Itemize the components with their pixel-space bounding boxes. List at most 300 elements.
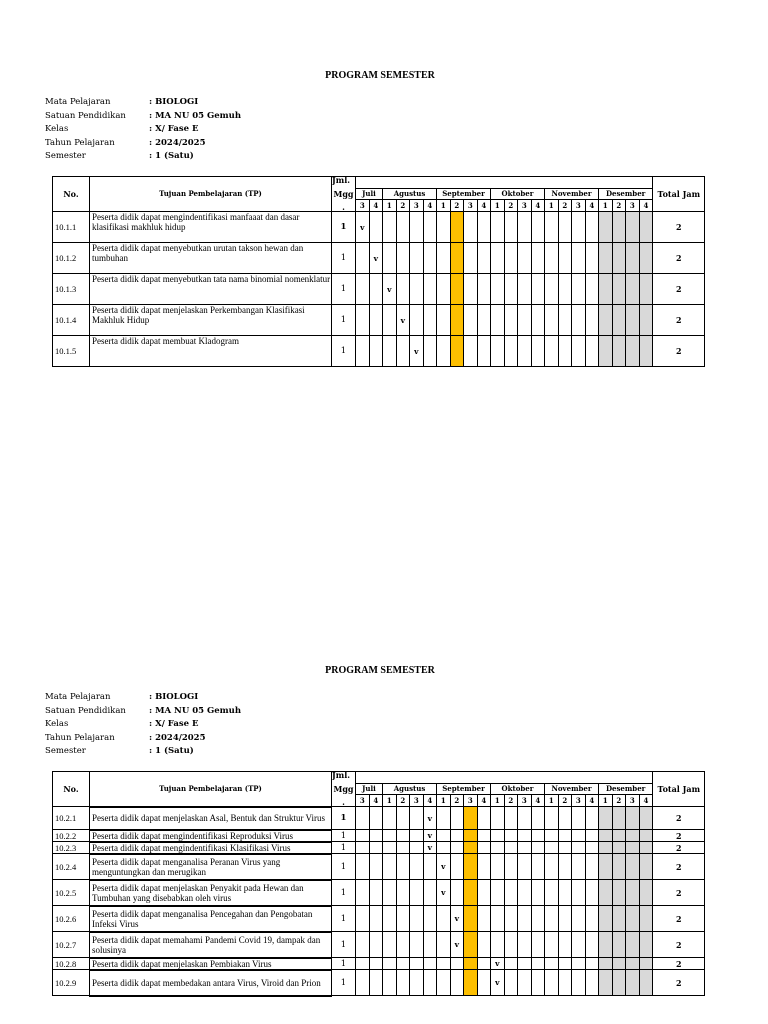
week-cell	[464, 958, 478, 970]
week-cell	[558, 336, 572, 367]
week-header: 1	[599, 200, 613, 212]
week-cell	[464, 336, 478, 367]
header-mgg-label: Mgg	[333, 784, 354, 794]
identity-value: : 2024/2025	[149, 732, 206, 743]
row-total-jam: 2	[653, 336, 705, 367]
week-cell	[612, 958, 626, 970]
week-cell	[477, 807, 491, 830]
header-no: No.	[53, 772, 90, 807]
week-header: 4	[477, 795, 491, 807]
week-header: 1	[491, 795, 505, 807]
week-cell	[437, 932, 451, 958]
week-cell	[585, 970, 599, 996]
week-cell	[450, 842, 464, 854]
week-cell	[423, 212, 437, 243]
week-cell	[423, 842, 437, 854]
identity-label: Tahun Pelajaran	[45, 137, 115, 148]
table-row	[53, 842, 705, 854]
week-cell	[410, 906, 424, 932]
week-cell	[356, 932, 370, 958]
week-cell	[504, 212, 518, 243]
row-jml-mgg: 1	[332, 932, 356, 958]
week-cell	[504, 305, 518, 336]
week-cell	[545, 970, 559, 996]
week-cell	[639, 880, 653, 906]
row-number: 10.2.3	[53, 842, 90, 854]
week-cell	[396, 880, 410, 906]
week-cell	[356, 842, 370, 854]
identity-value: : 1 (Satu)	[149, 151, 194, 162]
identity-value: : X/ Fase E	[149, 124, 199, 135]
identity-row	[45, 96, 241, 110]
week-cell	[518, 807, 532, 830]
header-total-jam: Total Jam	[653, 177, 705, 212]
week-cell	[518, 336, 532, 367]
week-header: 3	[356, 200, 370, 212]
week-cell	[585, 807, 599, 830]
week-header: 4	[531, 200, 545, 212]
week-cell	[531, 842, 545, 854]
week-cell	[450, 807, 464, 830]
week-cell	[383, 854, 397, 880]
row-jml-mgg: 1	[332, 807, 356, 830]
week-cell	[558, 243, 572, 274]
month-header: Desember	[599, 784, 653, 795]
week-cell	[356, 807, 370, 830]
week-cell	[518, 830, 532, 842]
week-cell	[491, 305, 505, 336]
week-cell	[531, 212, 545, 243]
week-cell	[639, 830, 653, 842]
week-cell	[491, 274, 505, 305]
week-header: 2	[504, 795, 518, 807]
week-cell	[558, 807, 572, 830]
week-cell	[464, 854, 478, 880]
week-header: 3	[464, 795, 478, 807]
week-cell	[558, 970, 572, 996]
identity-label: Semester	[45, 151, 86, 162]
row-total-jam: 2	[653, 212, 705, 243]
week-cell	[410, 830, 424, 842]
week-cell	[423, 970, 437, 996]
week-cell	[504, 854, 518, 880]
week-cell	[572, 932, 586, 958]
week-header: 4	[531, 795, 545, 807]
row-total-jam: 2	[653, 274, 705, 305]
week-cell	[585, 305, 599, 336]
week-cell	[572, 807, 586, 830]
week-cell	[572, 243, 586, 274]
week-cell	[369, 854, 383, 880]
week-cell	[356, 854, 370, 880]
week-cell	[477, 906, 491, 932]
week-cell	[626, 958, 640, 970]
week-cell	[558, 212, 572, 243]
week-cell	[423, 305, 437, 336]
week-cell	[383, 958, 397, 970]
week-cell	[369, 906, 383, 932]
row-tujuan-pembelajaran: Peserta didik dapat menganalisa Peranan Virus yang menguntungkan dan merugikan	[90, 854, 332, 880]
week-cell	[558, 842, 572, 854]
row-number: 10.2.8	[53, 958, 90, 970]
week-header: 4	[477, 200, 491, 212]
week-cell	[396, 854, 410, 880]
week-cell	[572, 336, 586, 367]
week-header: 3	[464, 200, 478, 212]
week-cell	[531, 807, 545, 830]
week-cell	[450, 970, 464, 996]
month-header: September	[437, 784, 491, 795]
table-row	[53, 212, 705, 243]
week-cell	[612, 932, 626, 958]
table-row	[53, 880, 705, 906]
week-cell	[612, 305, 626, 336]
table-row	[53, 830, 705, 842]
week-cell	[491, 243, 505, 274]
week-cell	[477, 842, 491, 854]
week-header: 2	[504, 200, 518, 212]
week-cell	[518, 305, 532, 336]
week-cell	[518, 970, 532, 996]
week-header: 4	[423, 795, 437, 807]
document-title: PROGRAM SEMESTER	[325, 70, 435, 81]
row-tujuan-pembelajaran: Peserta didik dapat menyebutkan urutan takson hewan dan tumbuhan	[90, 243, 332, 274]
week-cell	[585, 842, 599, 854]
week-cell	[410, 243, 424, 274]
week-header: 3	[572, 795, 586, 807]
week-cell	[599, 970, 613, 996]
week-cell	[558, 854, 572, 880]
header-jml-mgg	[332, 772, 356, 807]
week-cell	[531, 880, 545, 906]
week-cell	[491, 958, 505, 970]
week-cell	[477, 274, 491, 305]
week-header: 3	[410, 200, 424, 212]
table-row	[53, 958, 705, 970]
identity-value: : 1 (Satu)	[149, 746, 194, 757]
week-header: 4	[369, 200, 383, 212]
week-cell	[545, 305, 559, 336]
week-cell	[504, 842, 518, 854]
week-cell	[545, 958, 559, 970]
month-header: Juli	[356, 189, 383, 200]
week-cell	[423, 958, 437, 970]
identity-value: : MA NU 05 Gemuh	[149, 110, 242, 121]
week-cell	[491, 830, 505, 842]
week-cell	[531, 336, 545, 367]
week-cell	[450, 906, 464, 932]
week-cell	[612, 274, 626, 305]
row-tujuan-pembelajaran: Peserta didik dapat menganalisa Pencegahan dan Pengobatan Infeksi Virus	[90, 906, 332, 932]
check-mark: v	[441, 888, 446, 897]
week-cell	[396, 932, 410, 958]
week-header: 4	[369, 795, 383, 807]
row-jml-mgg: 1	[332, 243, 356, 274]
table-row	[53, 807, 705, 830]
week-cell	[518, 880, 532, 906]
week-cell	[612, 970, 626, 996]
week-cell	[599, 880, 613, 906]
week-cell	[450, 274, 464, 305]
week-cell	[599, 842, 613, 854]
week-cell	[626, 212, 640, 243]
header-jml-mgg	[332, 177, 356, 212]
week-cell	[545, 854, 559, 880]
week-cell	[599, 212, 613, 243]
week-cell	[558, 906, 572, 932]
check-mark: v	[454, 940, 459, 949]
row-number: 10.1.4	[53, 305, 90, 336]
week-cell	[585, 212, 599, 243]
week-cell	[396, 274, 410, 305]
row-number: 10.2.7	[53, 932, 90, 958]
week-cell	[518, 906, 532, 932]
row-total-jam: 2	[653, 842, 705, 854]
identity-row	[45, 150, 241, 164]
week-cell	[477, 243, 491, 274]
row-total-jam: 2	[653, 305, 705, 336]
week-cell	[639, 958, 653, 970]
identity-value: : BIOLOGI	[149, 97, 199, 107]
week-cell	[572, 958, 586, 970]
row-total-jam: 2	[653, 854, 705, 880]
week-cell	[504, 830, 518, 842]
check-mark: v	[400, 315, 405, 325]
week-cell	[369, 336, 383, 367]
identity-label: Mata Pelajaran	[45, 692, 111, 702]
week-cell	[626, 305, 640, 336]
week-cell	[558, 274, 572, 305]
week-header: 2	[450, 795, 464, 807]
week-cell	[437, 880, 451, 906]
week-header: 3	[410, 795, 424, 807]
week-cell	[612, 880, 626, 906]
week-cell	[410, 842, 424, 854]
row-number: 10.2.5	[53, 880, 90, 906]
header-jml-label: Jml.	[332, 770, 351, 780]
week-cell	[450, 305, 464, 336]
program-semester-table	[52, 771, 705, 997]
week-cell	[464, 830, 478, 842]
week-cell	[477, 880, 491, 906]
week-cell	[518, 932, 532, 958]
row-total-jam: 2	[653, 958, 705, 970]
table-row	[53, 970, 705, 996]
week-cell	[477, 212, 491, 243]
check-mark: v	[441, 862, 446, 871]
week-cell	[639, 906, 653, 932]
week-cell	[423, 807, 437, 830]
week-cell	[504, 970, 518, 996]
identity-row	[45, 691, 241, 705]
week-cell	[369, 807, 383, 830]
week-cell	[383, 880, 397, 906]
table-row	[53, 854, 705, 880]
week-header: 2	[558, 200, 572, 212]
week-cell	[626, 854, 640, 880]
week-cell	[369, 830, 383, 842]
week-cell	[356, 970, 370, 996]
row-jml-mgg: 1	[332, 970, 356, 996]
week-cell	[639, 970, 653, 996]
week-cell	[369, 274, 383, 305]
week-cell	[410, 932, 424, 958]
identity-block	[45, 96, 241, 164]
week-cell	[369, 970, 383, 996]
week-header: 1	[491, 200, 505, 212]
header-tujuan-pembelajaran: Tujuan Pembelajaran (TP)	[90, 177, 332, 212]
week-cell	[450, 958, 464, 970]
week-cell	[450, 336, 464, 367]
header-jml-label: Jml.	[332, 175, 351, 185]
row-jml-mgg: 1	[332, 854, 356, 880]
week-cell	[464, 880, 478, 906]
week-cell	[450, 854, 464, 880]
program-semester-table	[52, 176, 705, 367]
row-number: 10.2.6	[53, 906, 90, 932]
header-no: No.	[53, 177, 90, 212]
week-cell	[504, 958, 518, 970]
week-cell	[369, 958, 383, 970]
week-cell	[558, 830, 572, 842]
week-cell	[599, 958, 613, 970]
week-cell	[599, 854, 613, 880]
week-cell	[356, 880, 370, 906]
row-jml-mgg: 1	[332, 906, 356, 932]
week-cell	[639, 807, 653, 830]
week-cell	[491, 336, 505, 367]
identity-label: Semester	[45, 746, 86, 757]
week-cell	[437, 970, 451, 996]
week-cell	[545, 842, 559, 854]
week-cell	[585, 830, 599, 842]
week-cell	[477, 854, 491, 880]
week-cell	[545, 243, 559, 274]
week-cell	[464, 274, 478, 305]
check-mark: v	[373, 253, 378, 263]
week-header: 1	[437, 795, 451, 807]
week-cell	[599, 807, 613, 830]
table-row	[53, 305, 705, 336]
week-cell	[383, 336, 397, 367]
week-cell	[477, 970, 491, 996]
month-header: Oktober	[491, 784, 545, 795]
identity-row	[45, 718, 241, 732]
week-header: 1	[383, 795, 397, 807]
week-cell	[423, 243, 437, 274]
week-header: 2	[396, 795, 410, 807]
week-cell	[356, 305, 370, 336]
week-cell	[626, 336, 640, 367]
week-cell	[572, 842, 586, 854]
week-cell	[410, 336, 424, 367]
week-cell	[477, 305, 491, 336]
table-row	[53, 274, 705, 305]
week-cell	[572, 906, 586, 932]
week-cell	[464, 906, 478, 932]
week-cell	[639, 212, 653, 243]
week-cell	[545, 880, 559, 906]
week-cell	[599, 932, 613, 958]
month-header: Desember	[599, 189, 653, 200]
week-cell	[423, 880, 437, 906]
identity-row	[45, 705, 241, 719]
row-tujuan-pembelajaran: Peserta didik dapat menjelaskan Pembiakan Virus	[90, 958, 332, 970]
week-cell	[531, 243, 545, 274]
row-tujuan-pembelajaran: Peserta didik dapat menjelaskan Penyakit pada Hewan dan Tumbuhan yang disebabkan oleh virus	[90, 880, 332, 906]
identity-row	[45, 110, 241, 124]
week-header: 1	[437, 200, 451, 212]
week-cell	[531, 305, 545, 336]
month-band	[356, 772, 653, 784]
check-mark: v	[360, 222, 365, 232]
week-cell	[558, 932, 572, 958]
identity-row	[45, 123, 241, 137]
identity-block	[45, 691, 241, 759]
week-cell	[437, 305, 451, 336]
row-jml-mgg: 1	[332, 842, 356, 854]
week-cell	[545, 212, 559, 243]
week-cell	[383, 830, 397, 842]
week-cell	[599, 906, 613, 932]
row-total-jam: 2	[653, 906, 705, 932]
week-cell	[437, 807, 451, 830]
week-cell	[369, 880, 383, 906]
week-cell	[396, 958, 410, 970]
row-jml-mgg: 1	[332, 305, 356, 336]
row-number: 10.2.9	[53, 970, 90, 996]
week-cell	[626, 243, 640, 274]
week-cell	[477, 830, 491, 842]
week-cell	[383, 305, 397, 336]
row-tujuan-pembelajaran: Peserta didik dapat menyebutkan tata nama binomial nomenklatur	[90, 274, 332, 305]
week-cell	[491, 906, 505, 932]
week-cell	[639, 932, 653, 958]
week-cell	[410, 970, 424, 996]
document-title: PROGRAM SEMESTER	[325, 665, 435, 676]
week-cell	[572, 970, 586, 996]
week-cell	[450, 212, 464, 243]
identity-label: Mata Pelajaran	[45, 97, 111, 107]
week-cell	[383, 932, 397, 958]
week-header: 2	[558, 795, 572, 807]
header-mgg-label: Mgg	[333, 189, 354, 199]
week-cell	[572, 880, 586, 906]
row-total-jam: 2	[653, 243, 705, 274]
week-header: 4	[585, 200, 599, 212]
week-cell	[504, 807, 518, 830]
row-jml-mgg: 1	[332, 212, 356, 243]
week-header: 2	[396, 200, 410, 212]
week-cell	[396, 842, 410, 854]
check-mark: v	[454, 914, 459, 923]
week-cell	[450, 243, 464, 274]
week-cell	[423, 274, 437, 305]
month-header: Agustus	[383, 784, 437, 795]
week-cell	[612, 243, 626, 274]
week-cell	[423, 906, 437, 932]
week-cell	[450, 932, 464, 958]
week-cell	[491, 212, 505, 243]
week-cell	[639, 854, 653, 880]
week-cell	[585, 958, 599, 970]
identity-label: Satuan Pendidikan	[45, 705, 126, 716]
row-total-jam: 2	[653, 880, 705, 906]
week-header: 1	[383, 200, 397, 212]
week-cell	[396, 243, 410, 274]
week-cell	[491, 854, 505, 880]
week-cell	[518, 243, 532, 274]
